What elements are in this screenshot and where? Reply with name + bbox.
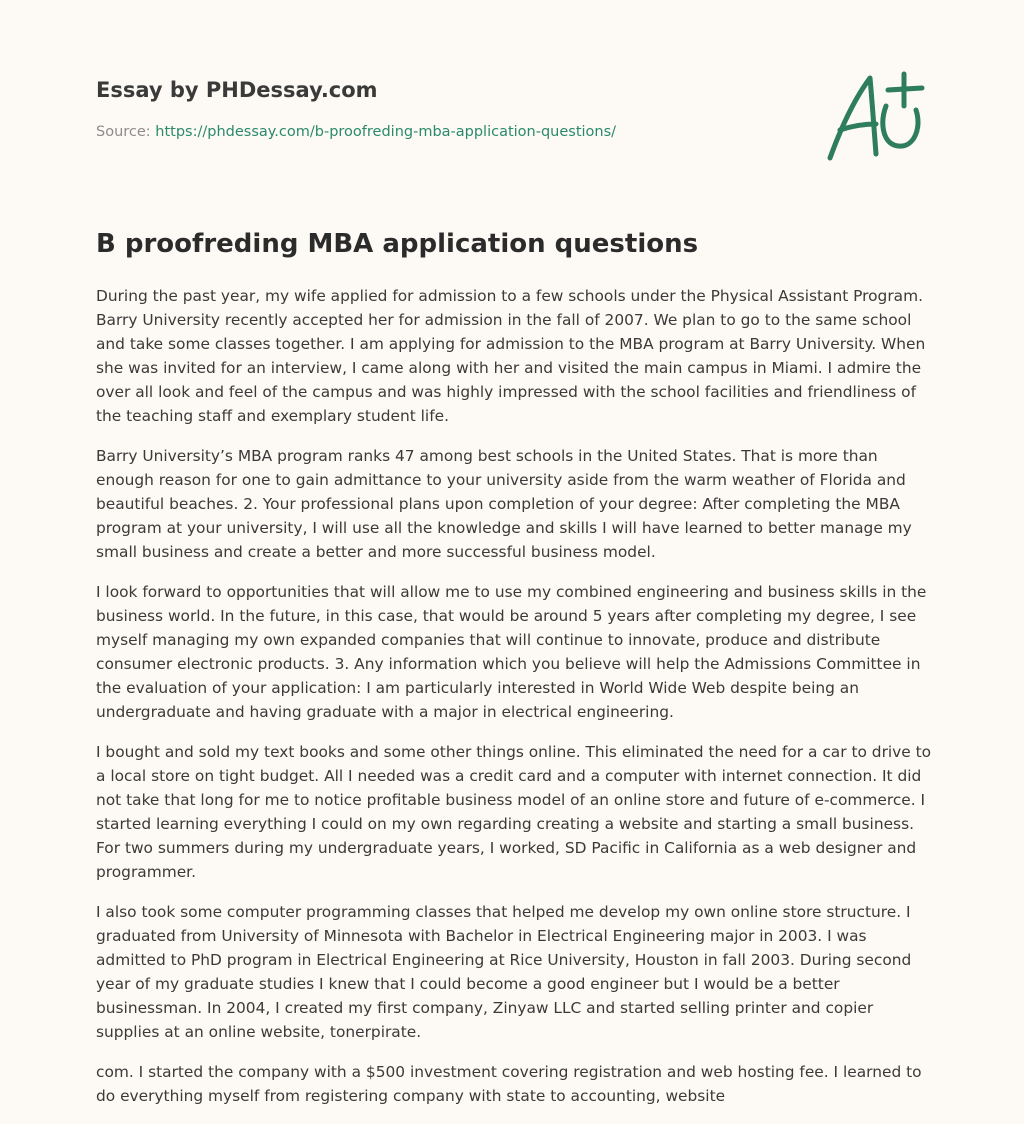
paragraph: I look forward to opportunities that will allow me to use my combined engineering and business skills in the business world. In the future, in this case, that would be around 5 years after completing my degree, I see myself managing my own expanded companies that will continue to innovate, produce and distribute consumer electronic products. 3. Any information which you believe will help the Admissions Committee in the evaluation of your application: I am particularly interested in World Wide Web despite being an undergraduate and having graduate with a major in electrical engineering. [96,583,927,721]
a-plus-grade-logo [818,66,928,166]
site-brand: Essay by PHDessay.com [96,78,378,102]
a-plus-icon [818,66,928,166]
article-title: B proofreding MBA application questions [96,229,699,259]
source-label: Source: [96,124,151,140]
source-link[interactable]: https://phdessay.com/b-proofreding-mba-application-questions/ [155,124,617,140]
paragraph: I also took some computer programming classes that helped me develop my own online store structure. I graduated from University of Minnesota with Bachelor in Electrical Engineering major in 2003. I was admitted to PhD program in Electrical Engineering at Rice University, Houston in fall 2003. During second year of my graduate studies I knew that I could become a good engineer but I would be a better businessman. In 2004, I created my first company, Zinyaw LLC and started selling printer and copier supplies at an online website, tonerpirate. [96,903,912,1041]
paragraph: I bought and sold my text books and some other things online. This eliminated the need for a car to drive to a local store on tight budget. All I needed was a credit card and a computer with internet connection. It did not take that long for me to notice profitable business model of an online store and future of e-commerce. I started learning everything I could on my own regarding creating a website and starting a small business. For two summers during my undergraduate years, I worked, SD Pacific in California as a web designer and programmer. [96,743,932,881]
paragraph: During the past year, my wife applied for admission to a few schools under the Physical Assistant Program. Barry University recently accepted her for admission in the fall of 2007. We plan to go to the same school and take some classes together. I am applying for admission to the MBA program at Barry University. When she was invited for an interview, I came along with her and visited the main campus in Miami. I admire the over all look and feel of the campus and was highly impressed with the school facilities and friendliness of the teaching staff and exemplary student life. [96,287,926,425]
article-body [96,284,936,1124]
source-line [96,122,796,142]
page-header [96,76,796,142]
paragraph: Barry University’s MBA program ranks 47 among best schools in the United States. That is more than enough reason for one to gain admittance to your university aside from the warm weather of Florida and beautiful beaches. 2. Your professional plans upon completion of your degree: After completing the MBA program at your university, I will use all the knowledge and skills I will have learned to better manage my small business and create a better and more successful business model. [96,447,912,561]
paragraph: com. I started the company with a $500 investment covering registration and web hosting fee. I learned to do everything myself from registering company with state to accounting, website [96,1063,922,1105]
